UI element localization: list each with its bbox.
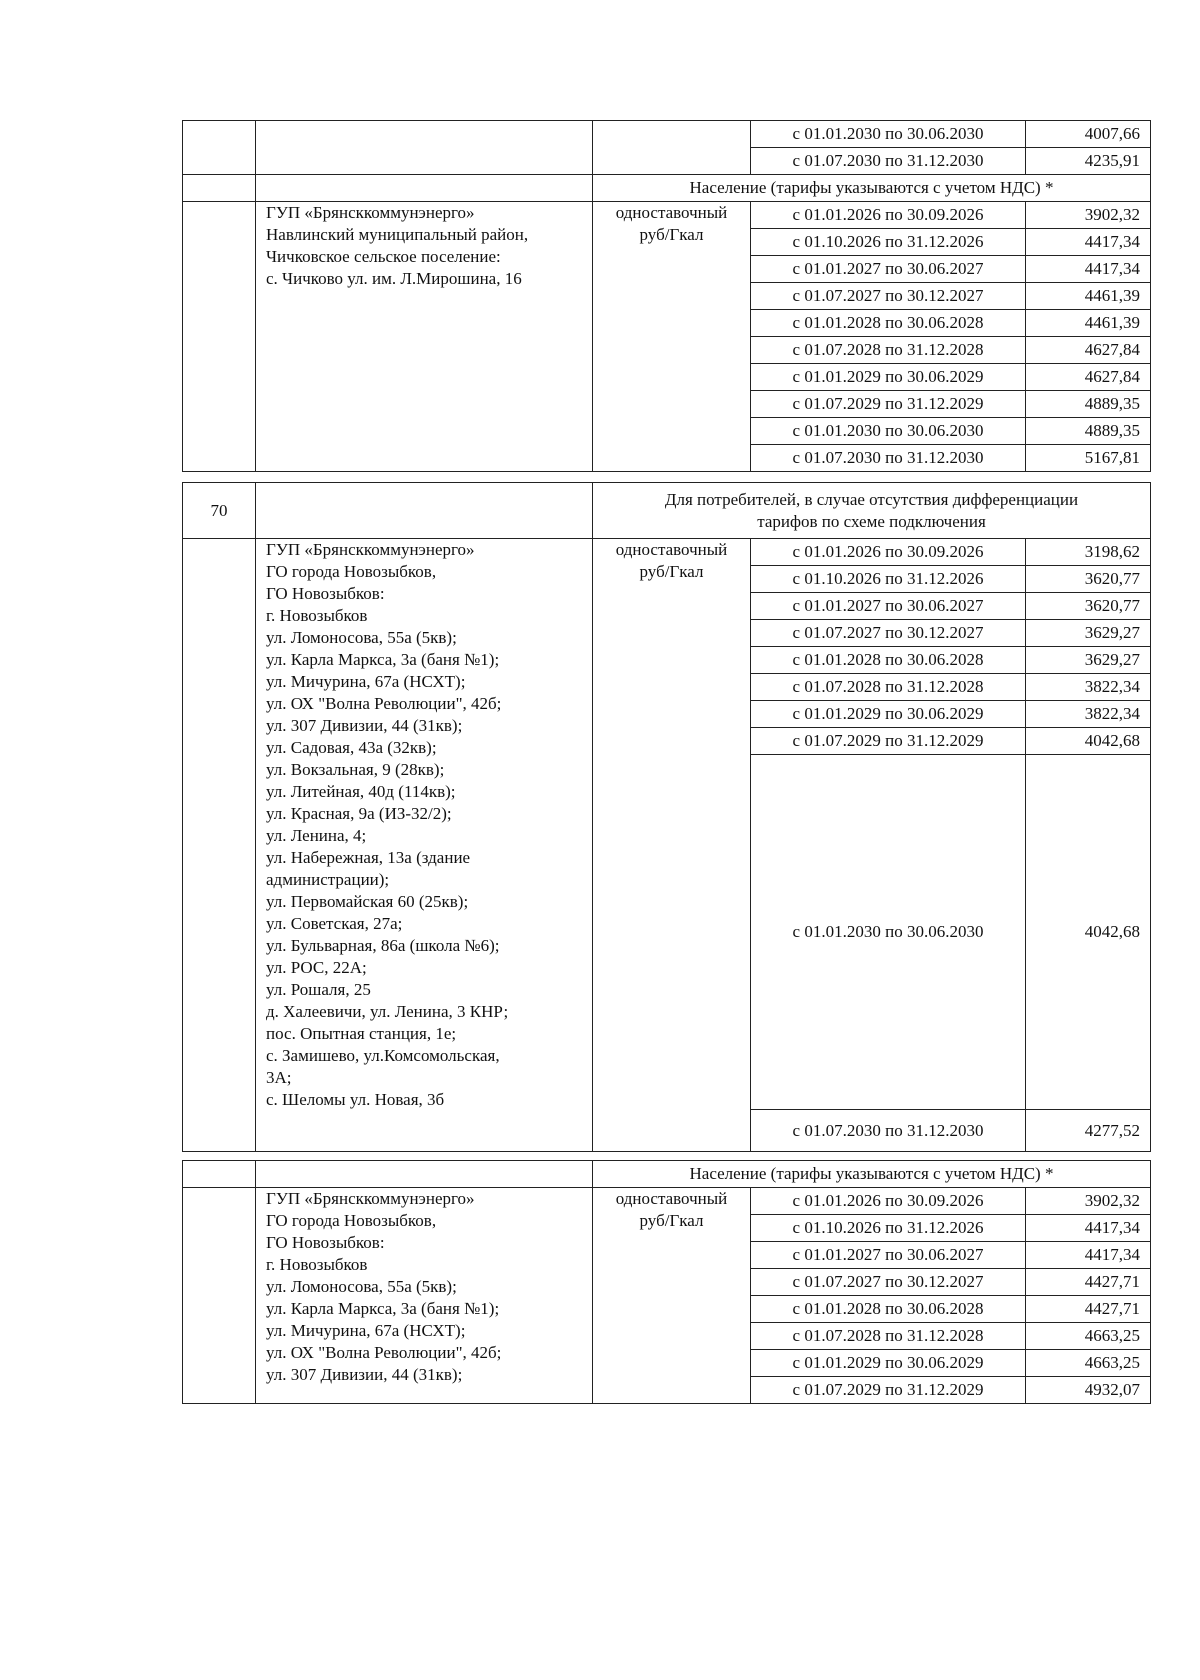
cell-value: 4461,39 [1026, 283, 1151, 310]
org-line: ГУП «Брянсккоммунэнерго» [266, 540, 475, 559]
unit-line: одноставочный [615, 540, 728, 559]
org-line: администрации); [266, 870, 390, 889]
cell-value: 3902,32 [1026, 202, 1151, 229]
cell-period: с 01.01.2027 по 30.06.2027 [751, 1242, 1026, 1269]
cell-value: 3198,62 [1026, 539, 1151, 566]
cell-period: с 01.07.2027 по 30.12.2027 [751, 283, 1026, 310]
org-line: с. Замишево, ул.Комсомольская, [266, 1046, 500, 1065]
cell-unit [593, 202, 751, 472]
org-line: ул. Набережная, 13а (здание [266, 848, 471, 867]
cell-period: с 01.01.2029 по 30.06.2029 [751, 364, 1026, 391]
cell-value: 4461,39 [1026, 310, 1151, 337]
tariff-table-block-b [182, 482, 1151, 1152]
cell-period: с 01.01.2026 по 30.09.2026 [751, 202, 1026, 229]
section-header-line: Для потребителей, в случае отсутствия дифференциации [664, 489, 1079, 509]
cell-number [183, 1161, 256, 1188]
cell-period: с 01.01.2027 по 30.06.2027 [751, 256, 1026, 283]
cell-value: 4663,25 [1026, 1350, 1151, 1377]
org-line: ул. 307 Дивизии, 44 (31кв); [266, 1365, 463, 1384]
cell-org [256, 1161, 593, 1188]
section-header: Население (тарифы указываются с учетом НДС) * [593, 175, 1151, 202]
section-header-row [183, 483, 1151, 539]
org-line: ул. ОХ "Волна Революции", 42б; [266, 694, 502, 713]
org-line: ул. Вокзальная, 9 (28кв); [266, 760, 445, 779]
cell-number [183, 121, 256, 175]
cell-period: с 01.10.2026 по 31.12.2026 [751, 229, 1026, 256]
cell-value: 4627,84 [1026, 337, 1151, 364]
org-line: ул. Литейная, 40д (114кв); [266, 782, 456, 801]
org-line: ул. Ломоносова, 55а (5кв); [266, 628, 457, 647]
cell-period: с 01.10.2026 по 31.12.2026 [751, 566, 1026, 593]
org-line: ул. ОХ "Волна Революции", 42б; [266, 1343, 502, 1362]
cell-value: 4627,84 [1026, 364, 1151, 391]
unit-line: одноставочный [615, 1189, 728, 1208]
section-header [593, 483, 1151, 539]
unit-line: руб/Гкал [639, 225, 704, 244]
org-line: ул. 307 Дивизии, 44 (31кв); [266, 716, 463, 735]
org-line: ул. РОС, 22А; [266, 958, 367, 977]
cell-value: 4042,68 [1026, 755, 1151, 1110]
cell-value: 3620,77 [1026, 566, 1151, 593]
org-line: ул. Ленина, 4; [266, 826, 367, 845]
org-line: ул. Мичурина, 67а (НСХТ); [266, 672, 466, 691]
cell-org [256, 1188, 593, 1404]
table-row [183, 202, 1151, 229]
cell-period: с 01.07.2029 по 31.12.2029 [751, 728, 1026, 755]
cell-value: 4042,68 [1026, 728, 1151, 755]
row-number: 70 [183, 483, 256, 539]
org-line: ул. Советская, 27а; [266, 914, 403, 933]
cell-period: с 01.07.2029 по 31.12.2029 [751, 1377, 1026, 1404]
cell-value: 4007,66 [1026, 121, 1151, 148]
cell-org [256, 175, 593, 202]
cell-value: 4235,91 [1026, 148, 1151, 175]
org-line: Чичковское сельское поселение: [266, 247, 501, 266]
cell-period: с 01.01.2028 по 30.06.2028 [751, 647, 1026, 674]
org-line: ГО города Новозыбков, [266, 562, 437, 581]
org-line: ул. Ломоносова, 55а (5кв); [266, 1277, 457, 1296]
section-header-line: тарифов по схеме подключения [757, 511, 986, 531]
tariff-table-block-c [182, 1160, 1151, 1404]
cell-period: с 01.07.2028 по 31.12.2028 [751, 337, 1026, 364]
cell-period: с 01.01.2030 по 30.06.2030 [751, 121, 1026, 148]
section-header: Население (тарифы указываются с учетом НДС) * [593, 1161, 1151, 1188]
cell-period: с 01.07.2027 по 30.12.2027 [751, 1269, 1026, 1296]
cell-period: с 01.01.2027 по 30.06.2027 [751, 593, 1026, 620]
cell-period: с 01.01.2028 по 30.06.2028 [751, 310, 1026, 337]
unit-line: одноставочный [615, 203, 728, 222]
cell-period: с 01.07.2030 по 31.12.2030 [751, 445, 1026, 472]
cell-value: 3822,34 [1026, 674, 1151, 701]
cell-org [256, 483, 593, 539]
cell-period: с 01.07.2028 по 31.12.2028 [751, 674, 1026, 701]
cell-unit [593, 539, 751, 1152]
cell-org [256, 121, 593, 175]
cell-value: 4417,34 [1026, 256, 1151, 283]
cell-value: 3902,32 [1026, 1188, 1151, 1215]
org-line: Навлинский муниципальный район, [266, 225, 529, 244]
org-line: ул. Первомайская 60 (25кв); [266, 892, 469, 911]
cell-period: с 01.01.2026 по 30.09.2026 [751, 1188, 1026, 1215]
cell-value: 4417,34 [1026, 229, 1151, 256]
table-row [183, 1188, 1151, 1215]
unit-line: руб/Гкал [639, 1211, 704, 1230]
org-line: ул. Красная, 9а (ИЗ-32/2); [266, 804, 452, 823]
org-line: ул. Бульварная, 86а (школа №6); [266, 936, 500, 955]
cell-period: с 01.01.2029 по 30.06.2029 [751, 701, 1026, 728]
tariff-table-block-a [182, 120, 1151, 472]
org-line: с. Чичково ул. им. Л.Мирошина, 16 [266, 269, 522, 288]
cell-value: 4889,35 [1026, 391, 1151, 418]
table-row [183, 539, 1151, 566]
cell-value: 3620,77 [1026, 593, 1151, 620]
section-header-row [183, 1161, 1151, 1188]
table-row [183, 121, 1151, 148]
cell-value: 4427,71 [1026, 1269, 1151, 1296]
cell-period: с 01.07.2030 по 31.12.2030 [751, 148, 1026, 175]
unit-line: руб/Гкал [639, 562, 704, 581]
org-line: ул. Мичурина, 67а (НСХТ); [266, 1321, 466, 1340]
org-line: ул. Карла Маркса, 3а (баня №1); [266, 650, 500, 669]
cell-period: с 01.07.2029 по 31.12.2029 [751, 391, 1026, 418]
org-line: ГО города Новозыбков, [266, 1211, 437, 1230]
org-line: 3А; [266, 1068, 292, 1087]
cell-unit [593, 1188, 751, 1404]
cell-org [256, 539, 593, 1152]
cell-unit [593, 121, 751, 175]
cell-value: 3629,27 [1026, 620, 1151, 647]
cell-period: с 01.01.2026 по 30.09.2026 [751, 539, 1026, 566]
org-line: д. Халеевичи, ул. Ленина, 3 КНР; [266, 1002, 509, 1021]
org-line: ул. Садовая, 43а (32кв); [266, 738, 437, 757]
cell-period: с 01.10.2026 по 31.12.2026 [751, 1215, 1026, 1242]
cell-value: 4417,34 [1026, 1242, 1151, 1269]
cell-value: 4427,71 [1026, 1296, 1151, 1323]
cell-org [256, 202, 593, 472]
cell-value: 5167,81 [1026, 445, 1151, 472]
cell-number [183, 539, 256, 1152]
cell-period: с 01.01.2030 по 30.06.2030 [751, 755, 1026, 1110]
cell-value: 4663,25 [1026, 1323, 1151, 1350]
cell-value: 3822,34 [1026, 701, 1151, 728]
cell-value: 4932,07 [1026, 1377, 1151, 1404]
section-header-row [183, 175, 1151, 202]
org-line: г. Новозыбков [266, 606, 368, 625]
cell-value: 3629,27 [1026, 647, 1151, 674]
cell-period: с 01.07.2030 по 31.12.2030 [751, 1110, 1026, 1152]
cell-period: с 01.01.2028 по 30.06.2028 [751, 1296, 1026, 1323]
org-line: ул. Рошаля, 25 [266, 980, 371, 999]
org-line: ГО Новозыбков: [266, 584, 385, 603]
cell-period: с 01.07.2028 по 31.12.2028 [751, 1323, 1026, 1350]
org-line: г. Новозыбков [266, 1255, 368, 1274]
cell-value: 4889,35 [1026, 418, 1151, 445]
cell-value: 4417,34 [1026, 1215, 1151, 1242]
cell-number [183, 175, 256, 202]
cell-period: с 01.01.2029 по 30.06.2029 [751, 1350, 1026, 1377]
cell-value: 4277,52 [1026, 1110, 1151, 1152]
org-line: ул. Карла Маркса, 3а (баня №1); [266, 1299, 500, 1318]
cell-number [183, 1188, 256, 1404]
org-line: ГУП «Брянсккоммунэнерго» [266, 203, 475, 222]
org-line: ГО Новозыбков: [266, 1233, 385, 1252]
org-line: ГУП «Брянсккоммунэнерго» [266, 1189, 475, 1208]
cell-number [183, 202, 256, 472]
org-line: пос. Опытная станция, 1е; [266, 1024, 457, 1043]
cell-period: с 01.01.2030 по 30.06.2030 [751, 418, 1026, 445]
org-line: с. Шеломы ул. Новая, 3б [266, 1090, 445, 1109]
cell-period: с 01.07.2027 по 30.12.2027 [751, 620, 1026, 647]
